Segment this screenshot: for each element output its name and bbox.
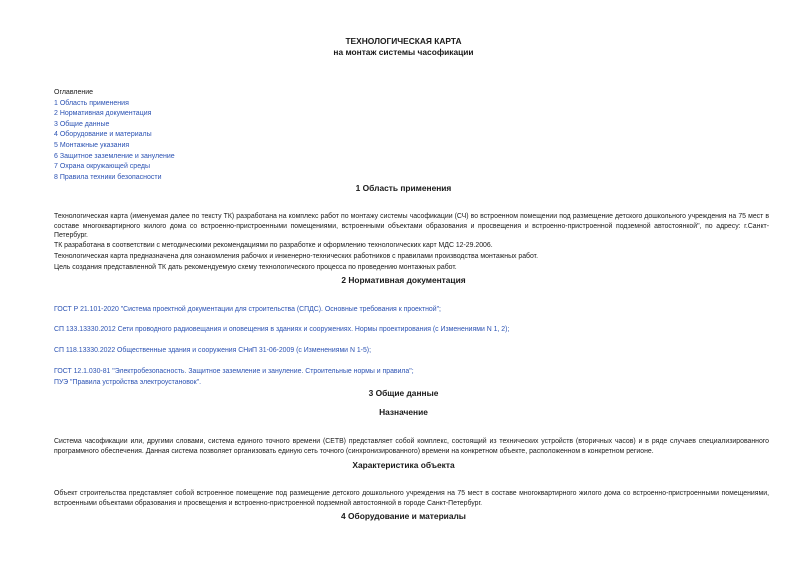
section-3-subheading-purpose: Назначение	[379, 407, 428, 417]
normative-reference-5[interactable]: ПУЭ "Правила устройства электроустановок".	[54, 379, 202, 386]
toc-link-grounding[interactable]: 6 Защитное заземление и зануление	[54, 152, 175, 160]
toc-link-general[interactable]: 3 Общие данные	[54, 120, 110, 128]
normative-reference-3[interactable]: СП 118.13330.2022 Общественные здания и сооружения СНиП 31-06-2009 (с Изменениями N 1-5);	[54, 347, 371, 354]
section-2-heading: 2 Нормативная документация	[341, 275, 466, 285]
table-of-contents	[54, 88, 175, 183]
section-3-subheading-object: Характеристика объекта	[352, 460, 455, 470]
toc-link-equipment[interactable]: 4 Оборудование и материалы	[54, 131, 152, 139]
toc-link-scope[interactable]: 1 Область применения	[54, 99, 129, 107]
section-3-paragraph-object: Объект строительства представляет собой встроенное помещение под размещение детского дошкольного учреждения на 75 мест в составе многоквартирного жилого дома со встроенно-пристроенными помещениями, встроенными объектами образования и просвещения и встроенно-пристроенной подземной автостоянкой в городе Санкт-Петербург.	[54, 490, 769, 507]
normative-reference-2[interactable]: СП 133.13330.2012 Сети проводного радиовещания и оповещения в зданиях и сооружениях. Нормы проектирования (с Изменениями N 1, 2);	[54, 326, 510, 333]
section-1-heading: 1 Область применения	[355, 183, 452, 193]
section-1-paragraph-4: Цель создания представленной ТК дать рекомендуемую схему технологического процесса по проведению монтажных работ.	[54, 264, 457, 271]
document-subtitle: на монтаж системы часофикации	[333, 47, 474, 57]
toc-link-safety[interactable]: 8 Правила техники безопасности	[54, 173, 162, 181]
section-4-heading: 4 Оборудование и материалы	[341, 511, 466, 521]
section-1-paragraph-2: ТК разработана в соответствии с методическими рекомендациями по разработке и оформлению технологических карт МДС 12-29.2006.	[54, 242, 493, 249]
toc-link-installation[interactable]: 5 Монтажные указания	[54, 141, 130, 149]
toc-heading: Оглавление	[54, 89, 94, 96]
toc-link-environment[interactable]: 7 Охрана окружающей среды	[54, 163, 151, 171]
section-3-paragraph-purpose: Система часофикации или, другими словами, система единого точного времени (СЕТВ) представляет собой комплекс, состоящий из технических устройств (вторичных часов) и в ряде случаев специализированного программного обеспечения. Данная система позволяет организовать единую сеть точного (синхронизированного) времени на конкретном объекте, расположенном в конкретном регионе.	[54, 438, 769, 455]
normative-reference-1[interactable]: ГОСТ Р 21.101-2020 "Система проектной документации для строительства (СПДС). Основные требования к проектной";	[54, 306, 441, 313]
document-title: ТЕХНОЛОГИЧЕСКАЯ КАРТА	[345, 36, 462, 46]
toc-link-normative[interactable]: 2 Нормативная документация	[54, 110, 152, 118]
normative-reference-4[interactable]: ГОСТ 12.1.030-81 "Электробезопасность. Защитное заземление и зануление. Строительные нормы и правила";	[54, 368, 414, 375]
section-1-paragraph-1: Технологическая карта (именуемая далее по тексту ТК) разработана на комплекс работ по монтажу системы часофикации (СЧ) во встроенном помещении под размещение детского дошкольного учреждения на 75 мест в составе многоквартирного жилого дома со встроенно-пристроенными помещениями, встроенными объектами образования и просвещения и встроенно-пристроенной подземной автостоянкой", по адресу: г.Санкт-Петербург.	[54, 213, 769, 240]
section-1-paragraph-3: Технологическая карта предназначена для ознакомления рабочих и инженерно-технических работников с правилами производства монтажных работ.	[54, 253, 538, 260]
section-3-heading: 3 Общие данные	[368, 388, 439, 398]
